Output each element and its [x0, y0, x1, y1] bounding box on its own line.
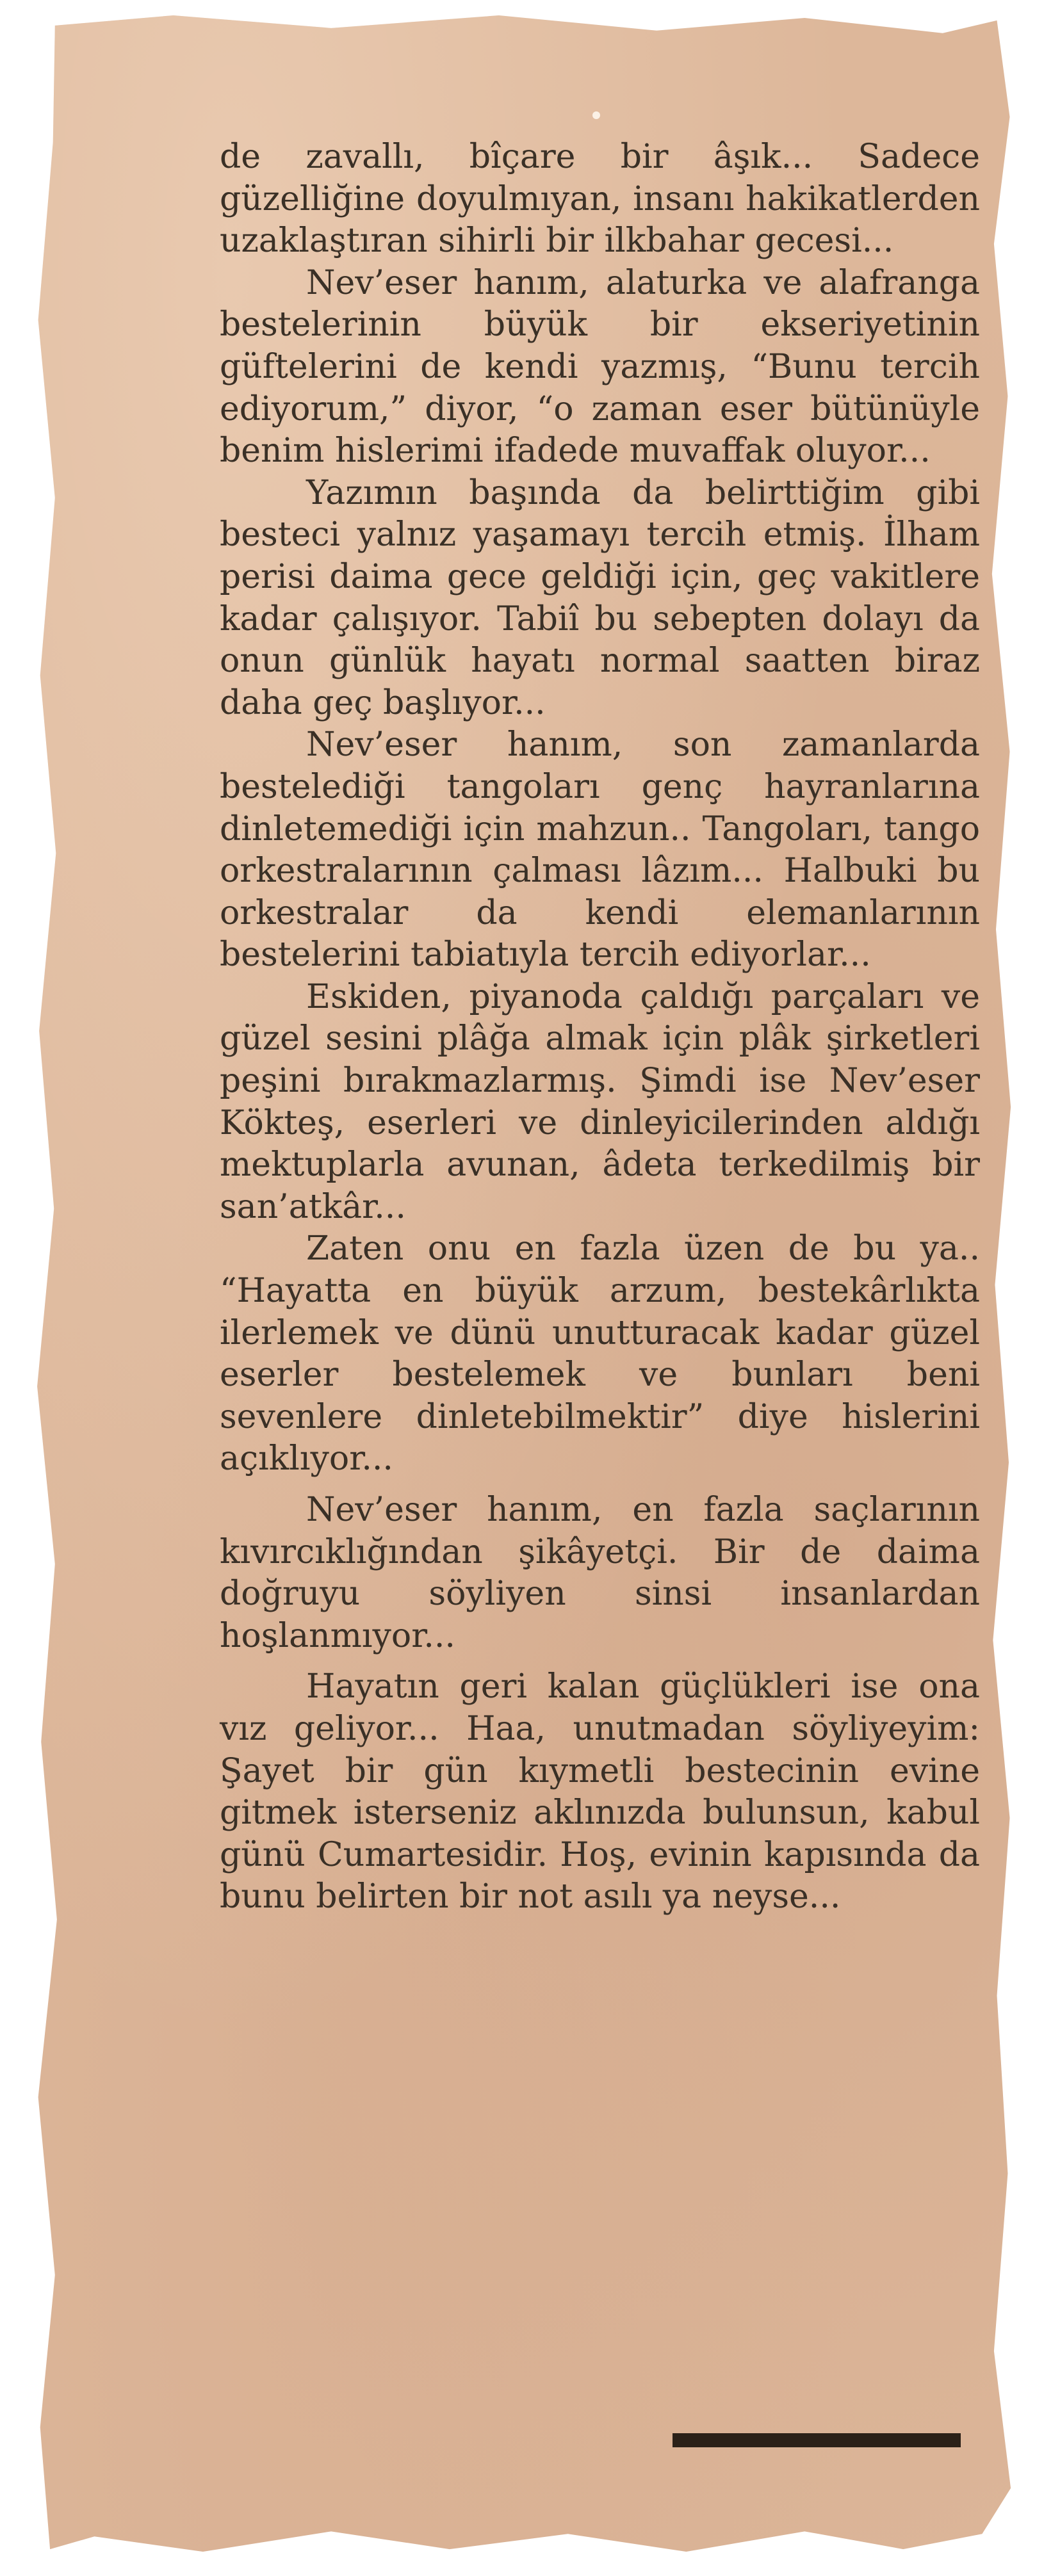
article-body — [220, 136, 980, 1918]
article-paragraph-4: Nev’eser hanım, son zamanlarda bestelediği tangoları genç hayranlarına dinletemediği için mahzun.. Tangoları, tango orkestralarının çalması lâzım... Halbuki bu orkestralar da kendi elemanlarının bestelerini tabiatıyla tercih ediyorlar... — [220, 725, 980, 975]
article-paragraph-3: Yazımın başında da belirttiğim gibi besteci yalnız yaşamayı tercih etmiş. İlham perisi daima gece geldiği için, geç vakitlere kadar çalışıyor. Tabiî bu sebepten dolayı da onun günlük hayatı normal saatten biraz daha geç başlıyor... — [220, 473, 980, 722]
article-paragraph-6: Zaten onu en fazla üzen de bu ya.. “Hayatta en büyük arzum, bestekârlıkta ilerlemek ve dünü unutturacak kadar güzel eserler bestelemek ve bunları beni sevenlere dinletebilmektir” diye hislerini açıklıyor... — [220, 1229, 980, 1478]
article-paragraph-5: Eskiden, piyanoda çaldığı parçaları ve güzel sesini plâğa almak için plâk şirketleri peşini bırakmazlarmış. Şimdi ise Nev’eser Kökteş, eserleri ve dinleyicilerinden aldığı mektuplarla avunan, âdeta terkedilmiş bir san’atkâr... — [220, 977, 980, 1226]
article-paragraph-1: de zavallı, bîçare bir âşık... Sadece güzelliğine doyulmıyan, insanı hakikatlerden uzaklaştıran sihirli bir ilkbahar gecesi... — [220, 138, 980, 261]
paper-hole — [592, 111, 600, 119]
column-end-rule — [673, 2433, 961, 2447]
article-paragraph-7: Nev’eser hanım, en fazla saçlarının kıvırcıklığından şikâyetçi. Bir de daima doğruyu söyliyen sinsi insanlardan hoşlanmıyor... — [220, 1491, 980, 1655]
article-paragraph-8: Hayatın geri kalan güçlükleri ise ona vız geliyor... Haa, unutmadan söyliyeyim: Şayet bir gün kıymetli bestecinin evine gitmek isterseniz aklınızda bulunsun, kabul günü Cumartesidir. Hoş, evinin kapısında da bunu belirten bir not asılı ya neyse... — [220, 1667, 980, 1916]
article-paragraph-2: Nev’eser hanım, alaturka ve alafranga bestelerinin büyük bir ekseriyetinin güftelerini de kendi yazmış, “Bunu tercih ediyorum,” diyor, “o zaman eser bütünüyle benim hislerimi ifadede muvaffak oluyor... — [220, 263, 980, 471]
